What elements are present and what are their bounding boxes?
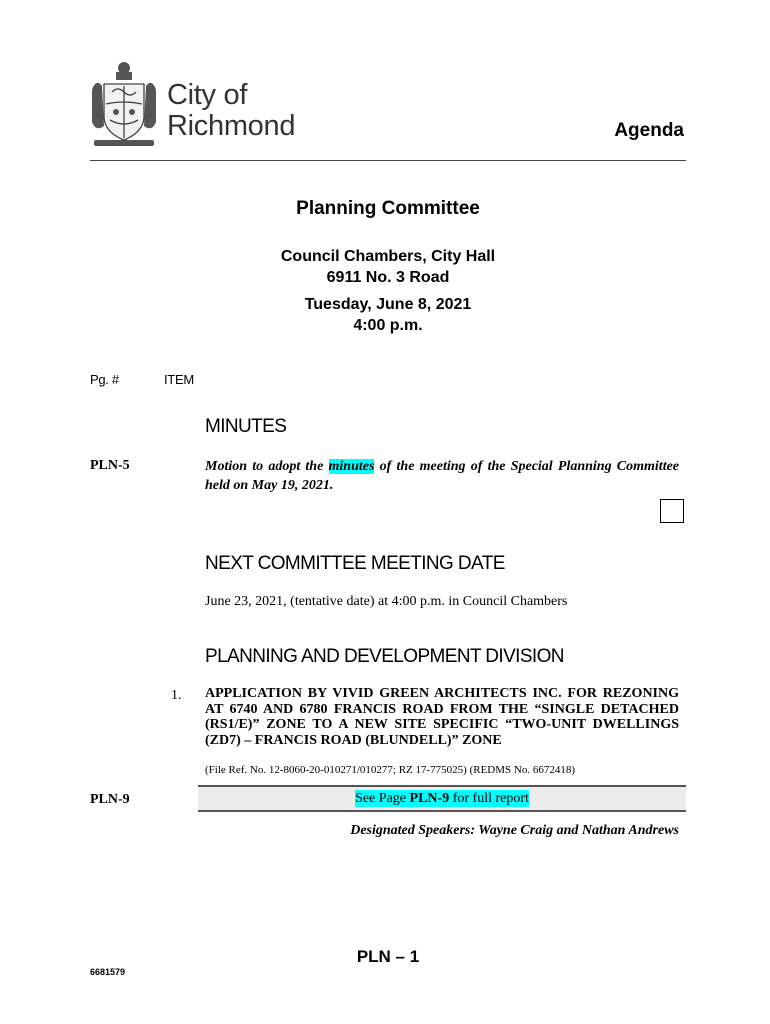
minutes-heading: MINUTES <box>205 416 287 437</box>
planning-division-heading: PLANNING AND DEVELOPMENT DIVISION <box>205 646 564 667</box>
document-type: Agenda <box>614 120 684 141</box>
city-name-line1: City of <box>167 79 248 111</box>
venue-line2: 6911 No. 3 Road <box>326 269 450 286</box>
meeting-datetime <box>90 294 686 336</box>
file-reference: (File Ref. No. 12-8060-20-010271/010277; RZ 17-775025) (REDMS No. 6672418) <box>205 764 576 776</box>
meeting-time: 4:00 p.m. <box>353 317 423 334</box>
item-title: APPLICATION BY VIVID GREEN ARCHITECTS INC. FOR REZONING AT 6740 AND 6780 FRANCIS ROAD FROM THE “SINGLE DETACHED (RS1/E)” ZONE TO A NEW SITE SPECIFIC “TWO-UNIT DWELLINGS (ZD7) – FRANCIS ROAD (BLUNDELL)” ZONE <box>205 686 679 748</box>
next-meeting-text: June 23, 2021, (tentative date) at 4:00 p.m. in Council Chambers <box>205 594 568 609</box>
item-page-ref[interactable]: PLN-9 <box>90 792 130 807</box>
motion-checkbox[interactable] <box>660 499 684 523</box>
next-meeting-heading: NEXT COMMITTEE MEETING DATE <box>205 553 505 574</box>
minutes-page-ref[interactable]: PLN-5 <box>90 458 130 473</box>
motion-text-before: Motion to adopt the <box>205 459 324 474</box>
meeting-venue <box>90 246 686 288</box>
committee-title: Planning Committee <box>296 198 480 219</box>
page-column-header: Pg. # <box>90 372 119 387</box>
see-page-link[interactable] <box>355 790 529 807</box>
city-name <box>167 80 295 142</box>
designated-speakers: Designated Speakers: Wayne Craig and Nathan Andrews <box>350 823 679 838</box>
item-column-header: ITEM <box>164 372 194 387</box>
document-id: 6681579 <box>90 967 126 977</box>
see-page-ref: PLN-9 <box>409 791 450 806</box>
motion-text-after: of the meeting of the Special Planning Committee held on May 19, 2021. <box>205 459 680 493</box>
see-page-after: for full report <box>452 791 529 806</box>
header-divider <box>90 160 686 161</box>
item-number: 1. <box>171 688 182 703</box>
see-page-banner[interactable] <box>198 785 686 812</box>
city-name-line2: Richmond <box>167 110 296 142</box>
meeting-date: Tuesday, June 8, 2021 <box>304 296 472 313</box>
minutes-motion <box>205 457 679 495</box>
motion-highlight: minutes <box>328 459 375 474</box>
page-number: PLN – 1 <box>356 947 420 966</box>
city-crest-logo <box>86 54 162 150</box>
venue-line1: Council Chambers, City Hall <box>280 248 496 265</box>
see-page-before: See Page <box>355 791 407 806</box>
